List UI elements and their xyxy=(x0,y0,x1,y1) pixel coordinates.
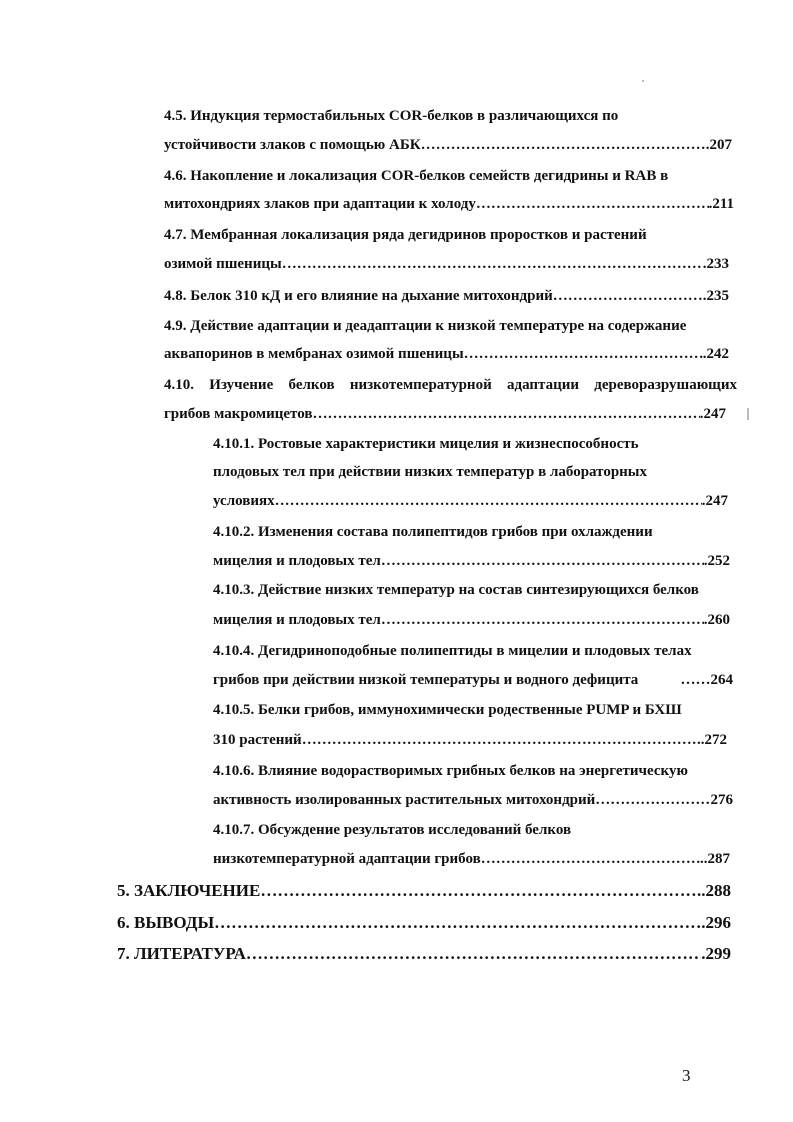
toc-entry-4-10-5-line1 xyxy=(213,700,723,720)
toc-chapter-5 xyxy=(117,880,731,902)
toc-entry-4-10-word: белков xyxy=(288,377,335,393)
toc-entry-4-10-3-title-part1: 4.10.3. Действие низких температур на состав синтезирующихся белков xyxy=(213,582,699,598)
toc-chapter-6-title: 6. ВЫВОДЫ xyxy=(117,913,215,932)
toc-entry-4-6-title-part1: 4.6. Накопление и локализация COR-белков семейств дегидрины и RAB в xyxy=(164,168,669,184)
toc-entry-4-8 xyxy=(164,286,729,306)
dot-leader xyxy=(312,404,699,424)
toc-entry-4-7-page: .233 xyxy=(702,256,729,272)
toc-chapter-6-page: .296 xyxy=(701,913,731,932)
toc-chapter-5-page: ..288 xyxy=(697,881,731,900)
toc-entry-4-10-word: Изучение xyxy=(209,377,274,393)
toc-entry-4-10-word: 4.10. xyxy=(164,377,194,393)
toc-entry-4-5-title-part2: устойчивости злаков с помощью АБК xyxy=(164,137,421,153)
toc-entry-4-10-5-title-part1: 4.10.5. Белки грибов, иммунохимически родественные PUMP и БХШ xyxy=(213,702,682,718)
toc-entry-4-10-2-page: .252 xyxy=(703,553,730,569)
toc-entry-4-9-title-part1: 4.9. Действие адаптации и деадаптации к низкой температуре на содержание xyxy=(164,318,687,334)
toc-entry-4-10-6-title-part1: 4.10.6. Влияние водорастворимых грибных белков на энергетическую xyxy=(213,763,688,779)
toc-entry-4-10-7-line2 xyxy=(213,849,730,869)
toc-entry-4-10-5-title-part2: 310 растений xyxy=(213,732,302,748)
dot-leader xyxy=(476,194,709,214)
toc-entry-4-10-1-title-part1: 4.10.1. Ростовые характеристики мицелия и жизнеспособность xyxy=(213,436,639,452)
toc-entry-4-5-line1 xyxy=(164,106,724,126)
toc-entry-4-10-5-page: ..272 xyxy=(697,732,727,748)
toc-entry-4-7-line1 xyxy=(164,225,724,245)
toc-entry-4-5-line2 xyxy=(164,135,732,155)
dot-leader xyxy=(246,943,701,965)
toc-entry-4-8-page: .235 xyxy=(702,288,729,304)
toc-entry-4-10-2-line1 xyxy=(213,522,723,542)
toc-entry-4-10-3-title-part2: мицелия и плодовых тел xyxy=(213,612,381,628)
toc-entry-4-10-6-title-part2: активность изолированных растительных митохондрий xyxy=(213,792,596,808)
dot-leader xyxy=(381,551,704,571)
toc-entry-4-10-1-title-part3: условиях xyxy=(213,493,275,509)
toc-entry-4-10-1-line3 xyxy=(213,491,728,511)
toc-entry-4-10-3-page: .260 xyxy=(703,612,730,628)
toc-entry-4-10-4-title-part2: грибов при действии низкой температуры и водного дефицита xyxy=(213,672,639,688)
toc-entry-4-9-page: .242 xyxy=(702,346,729,362)
toc-entry-4-10-1-page: .247 xyxy=(701,493,728,509)
toc-entry-4-10-4-line2 xyxy=(213,670,733,690)
toc-entry-4-10-6-line1 xyxy=(213,761,735,781)
toc-chapter-6 xyxy=(117,912,731,934)
toc-entry-4-6-page: .211 xyxy=(708,196,734,212)
toc-entry-4-10-2-title-part2: мицелия и плодовых тел xyxy=(213,553,381,569)
toc-entry-4-5-title-part1: 4.5. Индукция термостабильных COR-белков в различающихся по xyxy=(164,108,619,124)
page-number: 3 xyxy=(682,1066,691,1085)
dot-leader xyxy=(302,730,697,750)
dot-leader xyxy=(481,849,700,869)
dot-leader xyxy=(214,912,701,934)
toc-entry-4-10-5-line2 xyxy=(213,730,727,750)
toc-entry-4-10-title-part2: грибов макромицетов xyxy=(164,406,313,422)
toc-entry-4-9-line2 xyxy=(164,344,729,364)
toc-entry-4-10-7-line1 xyxy=(213,820,723,840)
toc-entry-4-10-3-line1 xyxy=(213,580,735,600)
toc-chapter-5-title: 5. ЗАКЛЮЧЕНИЕ xyxy=(117,881,261,900)
toc-entry-4-7-title-part2: озимой пшеницы xyxy=(164,256,282,272)
toc-entry-4-5-page: .207 xyxy=(705,137,732,153)
toc-entry-4-9-line1 xyxy=(164,316,739,336)
dot-leader xyxy=(464,344,703,364)
toc-entry-4-10-6-line2 xyxy=(213,790,733,810)
toc-entry-4-10-3-line2 xyxy=(213,610,730,630)
dot-leader xyxy=(260,880,697,902)
toc-chapter-7-title: 7. ЛИТЕРАТУРА xyxy=(117,944,246,963)
toc-entry-4-10-line1 xyxy=(164,375,737,395)
toc-chapter-7 xyxy=(117,943,731,965)
dot-leader xyxy=(553,286,703,306)
toc-entry-4-9-title-part2: аквапоринов в мембранах озимой пшеницы xyxy=(164,346,464,362)
toc-entry-4-10-6-page: 276 xyxy=(710,792,733,808)
dot-leader xyxy=(381,610,704,630)
toc-entry-4-10-page: .247 xyxy=(699,406,726,422)
toc-entry-4-6-title-part2: митохондриях злаков при адаптации к холоду xyxy=(164,196,476,212)
toc-entry-4-10-2-title-part1: 4.10.2. Изменения состава полипептидов грибов при охлаждении xyxy=(213,524,653,540)
toc-entry-4-10-7-page: ..287 xyxy=(700,851,730,867)
toc-entry-4-10-1-line1 xyxy=(213,434,723,454)
dot-leader xyxy=(275,491,702,511)
dot-leader xyxy=(595,790,710,810)
toc-entry-4-10-line2 xyxy=(164,404,726,424)
toc-entry-4-8-title: 4.8. Белок 310 кД и его влияние на дыхание митохондрий xyxy=(164,288,553,304)
scan-speck xyxy=(747,408,749,420)
dot-leader xyxy=(421,135,706,155)
toc-entry-4-10-4-line1 xyxy=(213,641,733,661)
toc-entry-4-10-2-line2 xyxy=(213,551,730,571)
toc-entry-4-6-line2 xyxy=(164,194,734,214)
scan-speck xyxy=(642,80,644,82)
toc-entry-4-10-word: дереворазрушающих xyxy=(594,377,737,393)
toc-entry-4-10-4-page: ……264 xyxy=(680,672,733,688)
toc-chapter-7-page: .299 xyxy=(701,944,731,963)
toc-entry-4-10-1-line2 xyxy=(213,462,723,482)
toc-entry-4-10-1-title-part2: плодовых тел при действии низких температур в лабораторных xyxy=(213,464,648,480)
toc-entry-4-10-4-title-part1: 4.10.4. Дегидриноподобные полипептиды в мицелии и плодовых телах xyxy=(213,643,692,659)
toc-entry-4-10-word: адаптации xyxy=(507,377,580,393)
toc-entry-4-10-7-title-part1: 4.10.7. Обсуждение результатов исследований белков xyxy=(213,822,572,838)
dot-leader xyxy=(282,254,703,274)
toc-entry-4-10-7-title-part2: низкотемпературной адаптации грибов xyxy=(213,851,481,867)
toc-entry-4-7-line2 xyxy=(164,254,729,274)
toc-entry-4-7-title-part1: 4.7. Мембранная локализация ряда дегидринов проростков и растений xyxy=(164,227,647,243)
toc-entry-4-10-word: низкотемпературной xyxy=(349,377,492,393)
toc-entry-4-6-line1 xyxy=(164,166,734,186)
